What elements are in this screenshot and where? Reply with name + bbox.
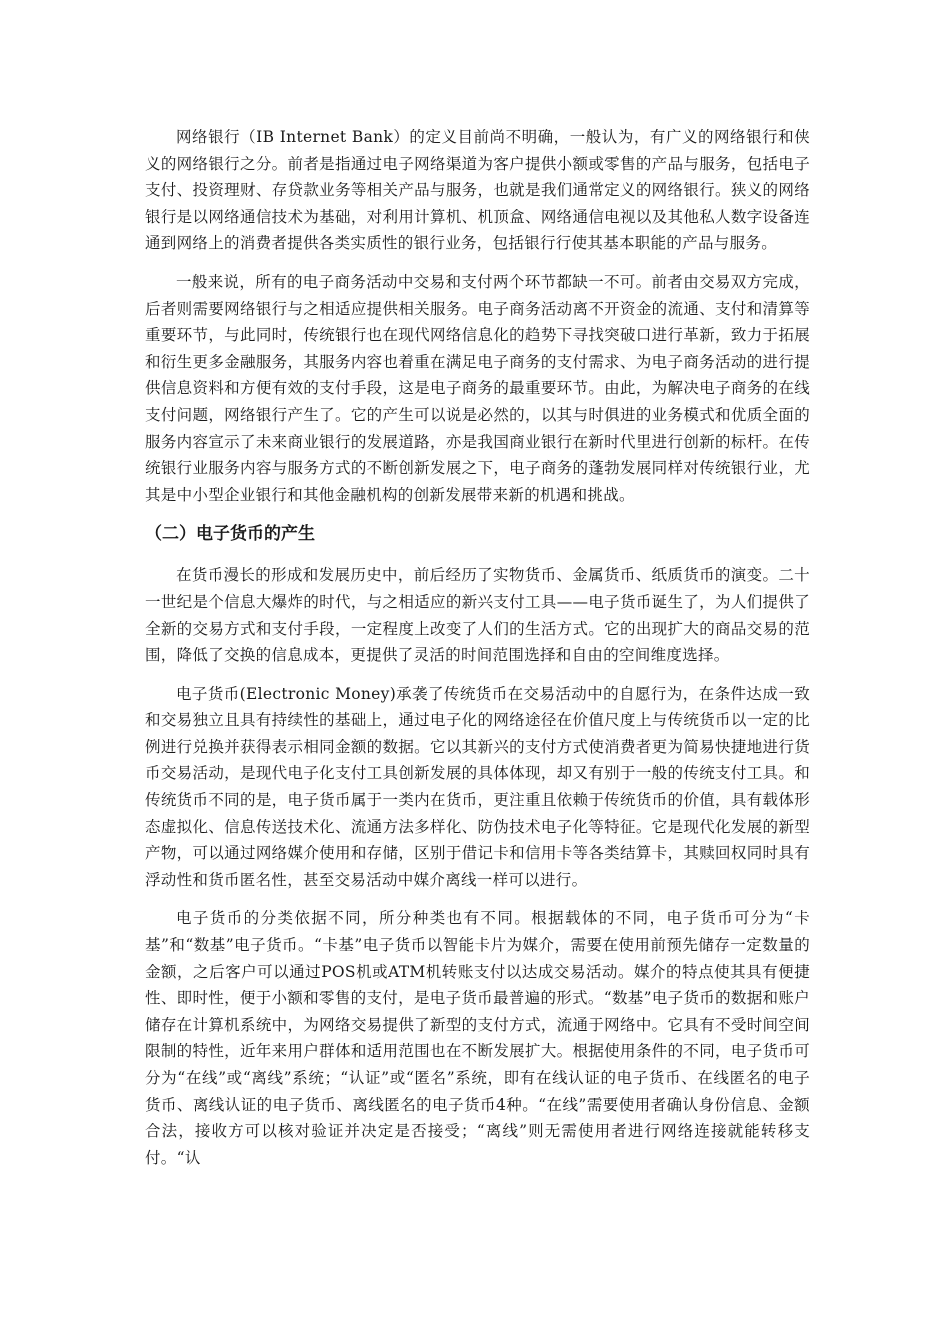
section-heading: （二）电子货币的产生 [145,524,315,545]
paragraph-ecommerce-payment: 一般来说，所有的电子商务活动中交易和支付两个环节都缺一不可。前者由交易双方完成，后者则需要网络银行与之相适应提供相关服务。电子商务活动离不开资金的流通、支付和清算等重要环节，与此同时，传统银行也在现代网络信息化的趋势下寻找突破口进行革新，致力于拓展和衍生更多金融服务，其服务内容也着重在满足电子商务的支付需求、为电子商务活动的进行提供信息资料和方便有效的支付手段，这是电子商务的最重要环节。由此，为解决电子商务的在线支付问题，网络银行产生了。它的产生可以说是必然的，以其与时俱进的业务模式和优质全面的服务内容宣示了未来商业银行的发展道路，亦是我国商业银行在新时代里进行创新的标杆。在传统银行业服务内容与服务方式的不断创新发展之下，电子商务的蓬勃发展同样对传统银行业，尤其是中小型企业银行和其他金融机构的创新发展带来新的机遇和挑战。 [145,272,810,504]
paragraph-currency-history: 在货币漫长的形成和发展历史中，前后经历了实物货币、金属货币、纸质货币的演变。二十一世纪是个信息大爆炸的时代，与之相适应的新兴支付工具——电子货币诞生了，为人们提供了全新的交易方式和支付手段，一定程度上改变了人们的生活方式。它的出现扩大的商品交易的范围，降低了交换的信息成本，更提供了灵活的时间范围选择和自由的空间维度选择。 [145,566,810,665]
paragraph-internet-bank-definition: 网络银行（IB Internet Bank）的定义目前尚不明确，一般认为，有广义的网络银行和侠义的网络银行之分。前者是指通过电子网络渠道为客户提供小额或零售的产品与服务，包括电子支付、投资理财、存贷款业务等相关产品与服务，也就是我们通常定义的网络银行。狭义的网络银行是以网络通信技术为基础，对利用计算机、机顶盒、网络通信电视以及其他私人数字设备连通到网络上的消费者提供各类实质性的银行业务，包括银行行使其基本职能的产品与服务。 [145,128,810,253]
paragraph-electronic-money-definition: 电子货币(Electronic Money)承袭了传统货币在交易活动中的自愿行为，在条件达成一致和交易独立且具有持续性的基础上，通过电子化的网络途径在价值尺度上与传统货币以一定的比例进行兑换并获得表示相同金额的数据。它以其新兴的支付方式使消费者更为简易快捷地进行货币交易活动，是现代电子化支付工具创新发展的具体体现，却又有别于一般的传统支付工具。和传统货币不同的是，电子货币属于一类内在货币，更注重且依赖于传统货币的价值，具有载体形态虚拟化、信息传送技术化、流通方法多样化、防伪技术电子化等特征。它是现代化发展的新型产物，可以通过网络媒介使用和存储，区别于借记卡和信用卡等各类结算卡，其赎回权同时具有浮动性和货币匿名性，甚至交易活动中媒介离线一样可以进行。 [145,684,810,889]
paragraph-electronic-money-classification: 电子货币的分类依据不同，所分种类也有不同。根据载体的不同，电子货币可分为“卡基”和“数基”电子货币。“卡基”电子货币以智能卡片为媒介，需要在使用前预先储存一定数量的金额，之后客户可以通过POS机或ATM机转账支付以达成交易活动。媒介的特点使其具有便捷性、即时性，便于小额和零售的支付，是电子货币最普遍的形式。“数基”电子货币的数据和账户储存在计算机系统中，为网络交易提供了新型的支付方式，流通于网络中。它具有不受时间空间限制的特性，近年来用户群体和适用范围也在不断发展扩大。根据使用条件的不同，电子货币可分为“在线”或“离线”系统；“认证”或“匿名”系统，即有在线认证的电子货币、在线匿名的电子货币、离线认证的电子货币、离线匿名的电子货币4种。“在线”需要使用者确认身份信息、金额合法，接收方可以核对验证并决定是否接受；“离线”则无需使用者进行网络连接就能转移支付。“认 [145,909,810,1167]
document-page [145,124,810,1183]
